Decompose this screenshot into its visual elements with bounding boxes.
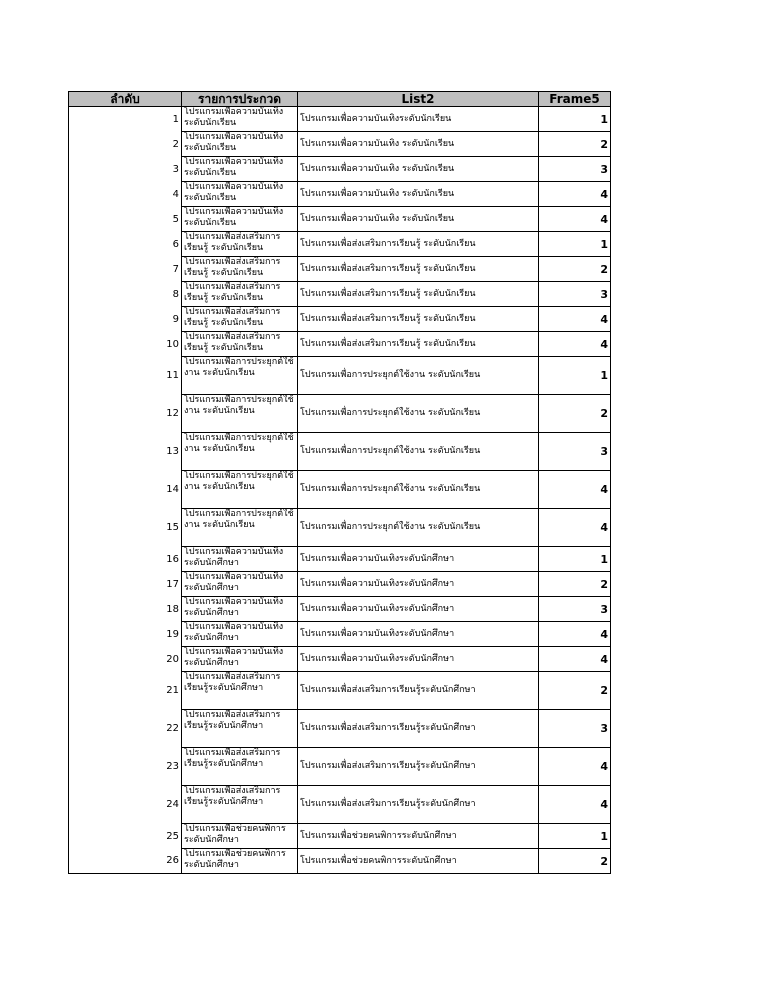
row-number: 24 [69,786,182,824]
row-program: โปรแกรมเพื่อส่งเสริมการเรียนรู้ ระดับนักเรียน [182,307,298,332]
row-frame5: 1 [539,357,611,395]
row-program: โปรแกรมเพื่อความบันเทิง ระดับนักเรียน [182,107,298,132]
row-list2: โปรแกรมเพื่อส่งเสริมการเรียนรู้ ระดับนักเรียน [298,307,539,332]
row-list2: โปรแกรมเพื่อความบันเทิง ระดับนักเรียน [298,207,539,232]
row-list2: โปรแกรมเพื่อความบันเทิงระดับนักศึกษา [298,572,539,597]
row-frame5: 4 [539,471,611,509]
row-number: 18 [69,597,182,622]
row-number: 15 [69,509,182,547]
row-list2: โปรแกรมเพื่อความบันเทิงระดับนักศึกษา [298,597,539,622]
row-number: 10 [69,332,182,357]
row-frame5: 4 [539,182,611,207]
row-frame5: 4 [539,622,611,647]
row-frame5: 2 [539,849,611,874]
table-row [69,547,611,572]
row-program: โปรแกรมเพื่อส่งเสริมการเรียนรู้ระดับนักศึกษา [182,710,298,748]
row-list2: โปรแกรมเพื่อส่งเสริมการเรียนรู้ระดับนักศึกษา [298,710,539,748]
row-program: โปรแกรมเพื่อส่งเสริมการเรียนรู้ระดับนักศึกษา [182,672,298,710]
row-number: 23 [69,748,182,786]
row-number: 5 [69,207,182,232]
row-frame5: 1 [539,547,611,572]
row-frame5: 4 [539,307,611,332]
row-number: 3 [69,157,182,182]
row-number: 13 [69,433,182,471]
row-program: โปรแกรมเพื่อช่วยคนพิการ ระดับนักศึกษา [182,824,298,849]
row-frame5: 4 [539,509,611,547]
row-program: โปรแกรมเพื่อการประยุกต์ใช้งาน ระดับนักเรียน [182,433,298,471]
row-number: 16 [69,547,182,572]
row-frame5: 3 [539,282,611,307]
row-list2: โปรแกรมเพื่อช่วยคนพิการระดับนักศึกษา [298,824,539,849]
table-row [69,710,611,748]
row-list2: โปรแกรมเพื่อความบันเทิง ระดับนักเรียน [298,182,539,207]
row-frame5: 3 [539,157,611,182]
row-frame5: 1 [539,824,611,849]
row-frame5: 2 [539,672,611,710]
row-number: 8 [69,282,182,307]
row-number: 7 [69,257,182,282]
row-program: โปรแกรมเพื่อส่งเสริมการเรียนรู้ระดับนักศึกษา [182,786,298,824]
header-list2: List2 [298,92,539,107]
row-list2: โปรแกรมเพื่อการประยุกต์ใช้งาน ระดับนักเรียน [298,471,539,509]
row-number: 19 [69,622,182,647]
row-program: โปรแกรมเพื่อความบันเทิง ระดับนักศึกษา [182,597,298,622]
header-frame5: Frame5 [539,92,611,107]
row-program: โปรแกรมเพื่อความบันเทิง ระดับนักศึกษา [182,647,298,672]
row-program: โปรแกรมเพื่อส่งเสริมการเรียนรู้ ระดับนักเรียน [182,332,298,357]
row-list2: โปรแกรมเพื่อส่งเสริมการเรียนรู้ระดับนักศึกษา [298,786,539,824]
row-program: โปรแกรมเพื่อส่งเสริมการเรียนรู้ระดับนักศึกษา [182,748,298,786]
table-row [69,182,611,207]
table-row [69,572,611,597]
row-list2: โปรแกรมเพื่อส่งเสริมการเรียนรู้ ระดับนักเรียน [298,332,539,357]
row-number: 17 [69,572,182,597]
table-row [69,132,611,157]
row-program: โปรแกรมเพื่อความบันเทิง ระดับนักเรียน [182,157,298,182]
row-list2: โปรแกรมเพื่อการประยุกต์ใช้งาน ระดับนักเรียน [298,433,539,471]
row-frame5: 4 [539,207,611,232]
row-program: โปรแกรมเพื่อการประยุกต์ใช้งาน ระดับนักเรียน [182,509,298,547]
row-frame5: 3 [539,597,611,622]
row-program: โปรแกรมเพื่อช่วยคนพิการ ระดับนักศึกษา [182,849,298,874]
row-number: 9 [69,307,182,332]
row-number: 26 [69,849,182,874]
row-list2: โปรแกรมเพื่อการประยุกต์ใช้งาน ระดับนักเรียน [298,509,539,547]
table-row [69,647,611,672]
row-program: โปรแกรมเพื่อความบันเทิง ระดับนักเรียน [182,182,298,207]
table-row [69,849,611,874]
row-program: โปรแกรมเพื่อความบันเทิง ระดับนักศึกษา [182,622,298,647]
table-row [69,332,611,357]
row-program: โปรแกรมเพื่อส่งเสริมการเรียนรู้ ระดับนักเรียน [182,282,298,307]
row-frame5: 4 [539,332,611,357]
row-frame5: 3 [539,710,611,748]
row-program: โปรแกรมเพื่อการประยุกต์ใช้งาน ระดับนักเรียน [182,357,298,395]
row-frame5: 4 [539,647,611,672]
row-list2: โปรแกรมเพื่อส่งเสริมการเรียนรู้ ระดับนักเรียน [298,257,539,282]
table-row [69,471,611,509]
row-frame5: 3 [539,433,611,471]
row-number: 20 [69,647,182,672]
row-frame5: 4 [539,786,611,824]
row-number: 25 [69,824,182,849]
row-frame5: 2 [539,572,611,597]
table-row [69,282,611,307]
row-list2: โปรแกรมเพื่อการประยุกต์ใช้งาน ระดับนักเรียน [298,395,539,433]
row-list2: โปรแกรมเพื่อส่งเสริมการเรียนรู้ระดับนักศึกษา [298,672,539,710]
table-row [69,307,611,332]
row-list2: โปรแกรมเพื่อความบันเทิง ระดับนักเรียน [298,157,539,182]
row-number: 12 [69,395,182,433]
row-number: 21 [69,672,182,710]
row-number: 2 [69,132,182,157]
row-list2: โปรแกรมเพื่อการประยุกต์ใช้งาน ระดับนักเรียน [298,357,539,395]
table-header [69,92,611,107]
row-frame5: 4 [539,748,611,786]
row-program: โปรแกรมเพื่อความบันเทิง ระดับนักเรียน [182,207,298,232]
table-row [69,597,611,622]
row-program: โปรแกรมเพื่อความบันเทิง ระดับนักศึกษา [182,547,298,572]
table-row [69,157,611,182]
contest-table [68,91,611,874]
table-row [69,509,611,547]
row-list2: โปรแกรมเพื่อความบันเทิง ระดับนักเรียน [298,132,539,157]
row-frame5: 1 [539,232,611,257]
table-row [69,257,611,282]
table-row [69,786,611,824]
table-row [69,824,611,849]
row-number: 4 [69,182,182,207]
row-frame5: 2 [539,257,611,282]
table-row [69,207,611,232]
table-row [69,395,611,433]
table-row [69,672,611,710]
row-list2: โปรแกรมเพื่อส่งเสริมการเรียนรู้ ระดับนักเรียน [298,232,539,257]
table-row [69,232,611,257]
row-list2: โปรแกรมเพื่อความบันเทิงระดับนักเรียน [298,107,539,132]
row-program: โปรแกรมเพื่อส่งเสริมการเรียนรู้ ระดับนักเรียน [182,257,298,282]
row-frame5: 2 [539,395,611,433]
row-program: โปรแกรมเพื่อการประยุกต์ใช้งาน ระดับนักเรียน [182,471,298,509]
row-list2: โปรแกรมเพื่อช่วยคนพิการระดับนักศึกษา [298,849,539,874]
row-program: โปรแกรมเพื่อความบันเทิง ระดับนักเรียน [182,132,298,157]
table-row [69,357,611,395]
header-program: รายการประกวด [182,92,298,107]
row-number: 1 [69,107,182,132]
row-program: โปรแกรมเพื่อการประยุกต์ใช้งาน ระดับนักเรียน [182,395,298,433]
table-row [69,748,611,786]
table-body [69,107,611,874]
row-frame5: 1 [539,107,611,132]
table-row [69,622,611,647]
row-number: 11 [69,357,182,395]
row-frame5: 2 [539,132,611,157]
header-order: ลำดับ [69,92,182,107]
table-row [69,107,611,132]
table-row [69,433,611,471]
row-list2: โปรแกรมเพื่อความบันเทิงระดับนักศึกษา [298,547,539,572]
row-list2: โปรแกรมเพื่อส่งเสริมการเรียนรู้ระดับนักศึกษา [298,748,539,786]
row-number: 14 [69,471,182,509]
row-program: โปรแกรมเพื่อส่งเสริมการเรียนรู้ ระดับนักเรียน [182,232,298,257]
row-number: 22 [69,710,182,748]
row-list2: โปรแกรมเพื่อส่งเสริมการเรียนรู้ ระดับนักเรียน [298,282,539,307]
row-list2: โปรแกรมเพื่อความบันเทิงระดับนักศึกษา [298,647,539,672]
row-number: 6 [69,232,182,257]
row-list2: โปรแกรมเพื่อความบันเทิงระดับนักศึกษา [298,622,539,647]
row-program: โปรแกรมเพื่อความบันเทิง ระดับนักศึกษา [182,572,298,597]
